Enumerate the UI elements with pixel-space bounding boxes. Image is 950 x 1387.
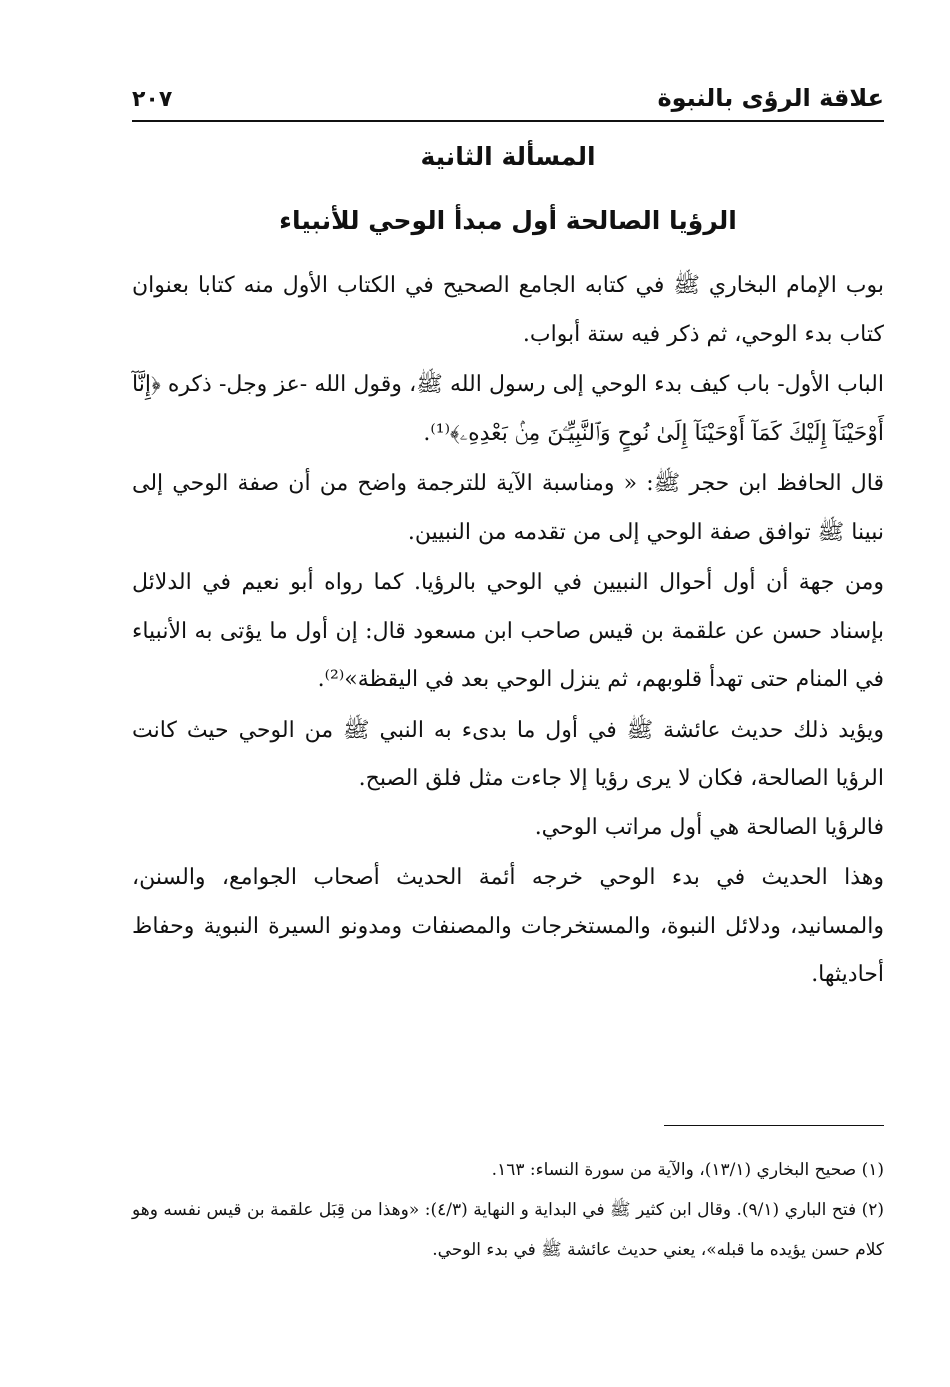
paragraph: ومن جهة أن أول أحوال النبيين في الوحي بالرؤيا. كما رواه أبو نعيم في الدلائل بإسناد حسن عن علقمة بن قيس صاحب ابن مسعود قال: إن أول ما يؤتى به الأنبياء في المنام حتى تهدأ قلوبهم، ثم ينزل الوحي بعد في اليقظة»⁽²⁾.: [132, 570, 884, 692]
footnote-rule: [664, 1125, 884, 1126]
paragraph: بوب الإمام البخاري ﷺ في كتابه الجامع الصحيح في الكتاب الأول منه كتابا بعنوان كتاب بدء الوحي، ثم ذكر فيه ستة أبواب.: [132, 273, 884, 347]
footnotes: [132, 1150, 884, 1270]
paragraph: ويؤيد ذلك حديث عائشة ﷺ في أول ما بدىء به النبي ﷺ من الوحي حيث كانت الرؤيا الصالحة، فكان لا يرى رؤيا إلا جاءت مثل فلق الصبح.: [132, 717, 884, 791]
section-title: الرؤيا الصالحة أول مبدأ الوحي للأنبياء: [279, 206, 737, 235]
running-title: علاقة الرؤى بالنبوة: [657, 84, 884, 112]
paragraph: قال الحافظ ابن حجر ﷺ: « ومناسبة الآية للترجمة واضح من أن صفة الوحي إلى نبينا ﷺ توافق صفة الوحي إلى من تقدمه من النبيين.: [132, 471, 884, 545]
paragraph: فالرؤيا الصالحة هي أول مراتب الوحي.: [534, 814, 884, 840]
header-rule: [132, 120, 884, 122]
body-text: [132, 262, 884, 1000]
section-heading: المسألة الثانية: [420, 142, 596, 171]
footnote: (٢) فتح الباري (٩/١). وقال ابن كثير ﷺ في البداية و النهاية (٤/٣): «وهذا من قِبَل علقمة بن قيس نفسه وهو كلام حسن يؤيده ما قبله»، يعني حديث عائشة ﷺ في بدء الوحي.: [132, 1200, 884, 1260]
running-header: [132, 72, 884, 112]
paragraph: وهذا الحديث في بدء الوحي خرجه أئمة الحديث أصحاب الجوامع، والسنن، والمسانيد، ودلائل النبوة، والمستخرجات والمصنفات ومدونو السيرة النبوية وحفاظ أحاديثها.: [132, 865, 884, 987]
footnote: (١) صحيح البخاري (١٣/١)، والآية من سورة النساء: ١٦٣.: [491, 1160, 884, 1180]
paragraph: الباب الأول- باب كيف بدء الوحي إلى رسول الله ﷺ، وقول الله -عز وجل- ذكره ﴿إِنَّآ أَوْحَيْنَآ إِلَيْكَ كَمَآ أَوْحَيْنَآ إِلَىٰ نُوحٍ وَٱلنَّبِيِّـۧنَ مِنۢ بَعْدِهِۦ﴾⁽¹⁾.: [132, 372, 884, 446]
page-number: ٢٠٧: [132, 87, 173, 112]
